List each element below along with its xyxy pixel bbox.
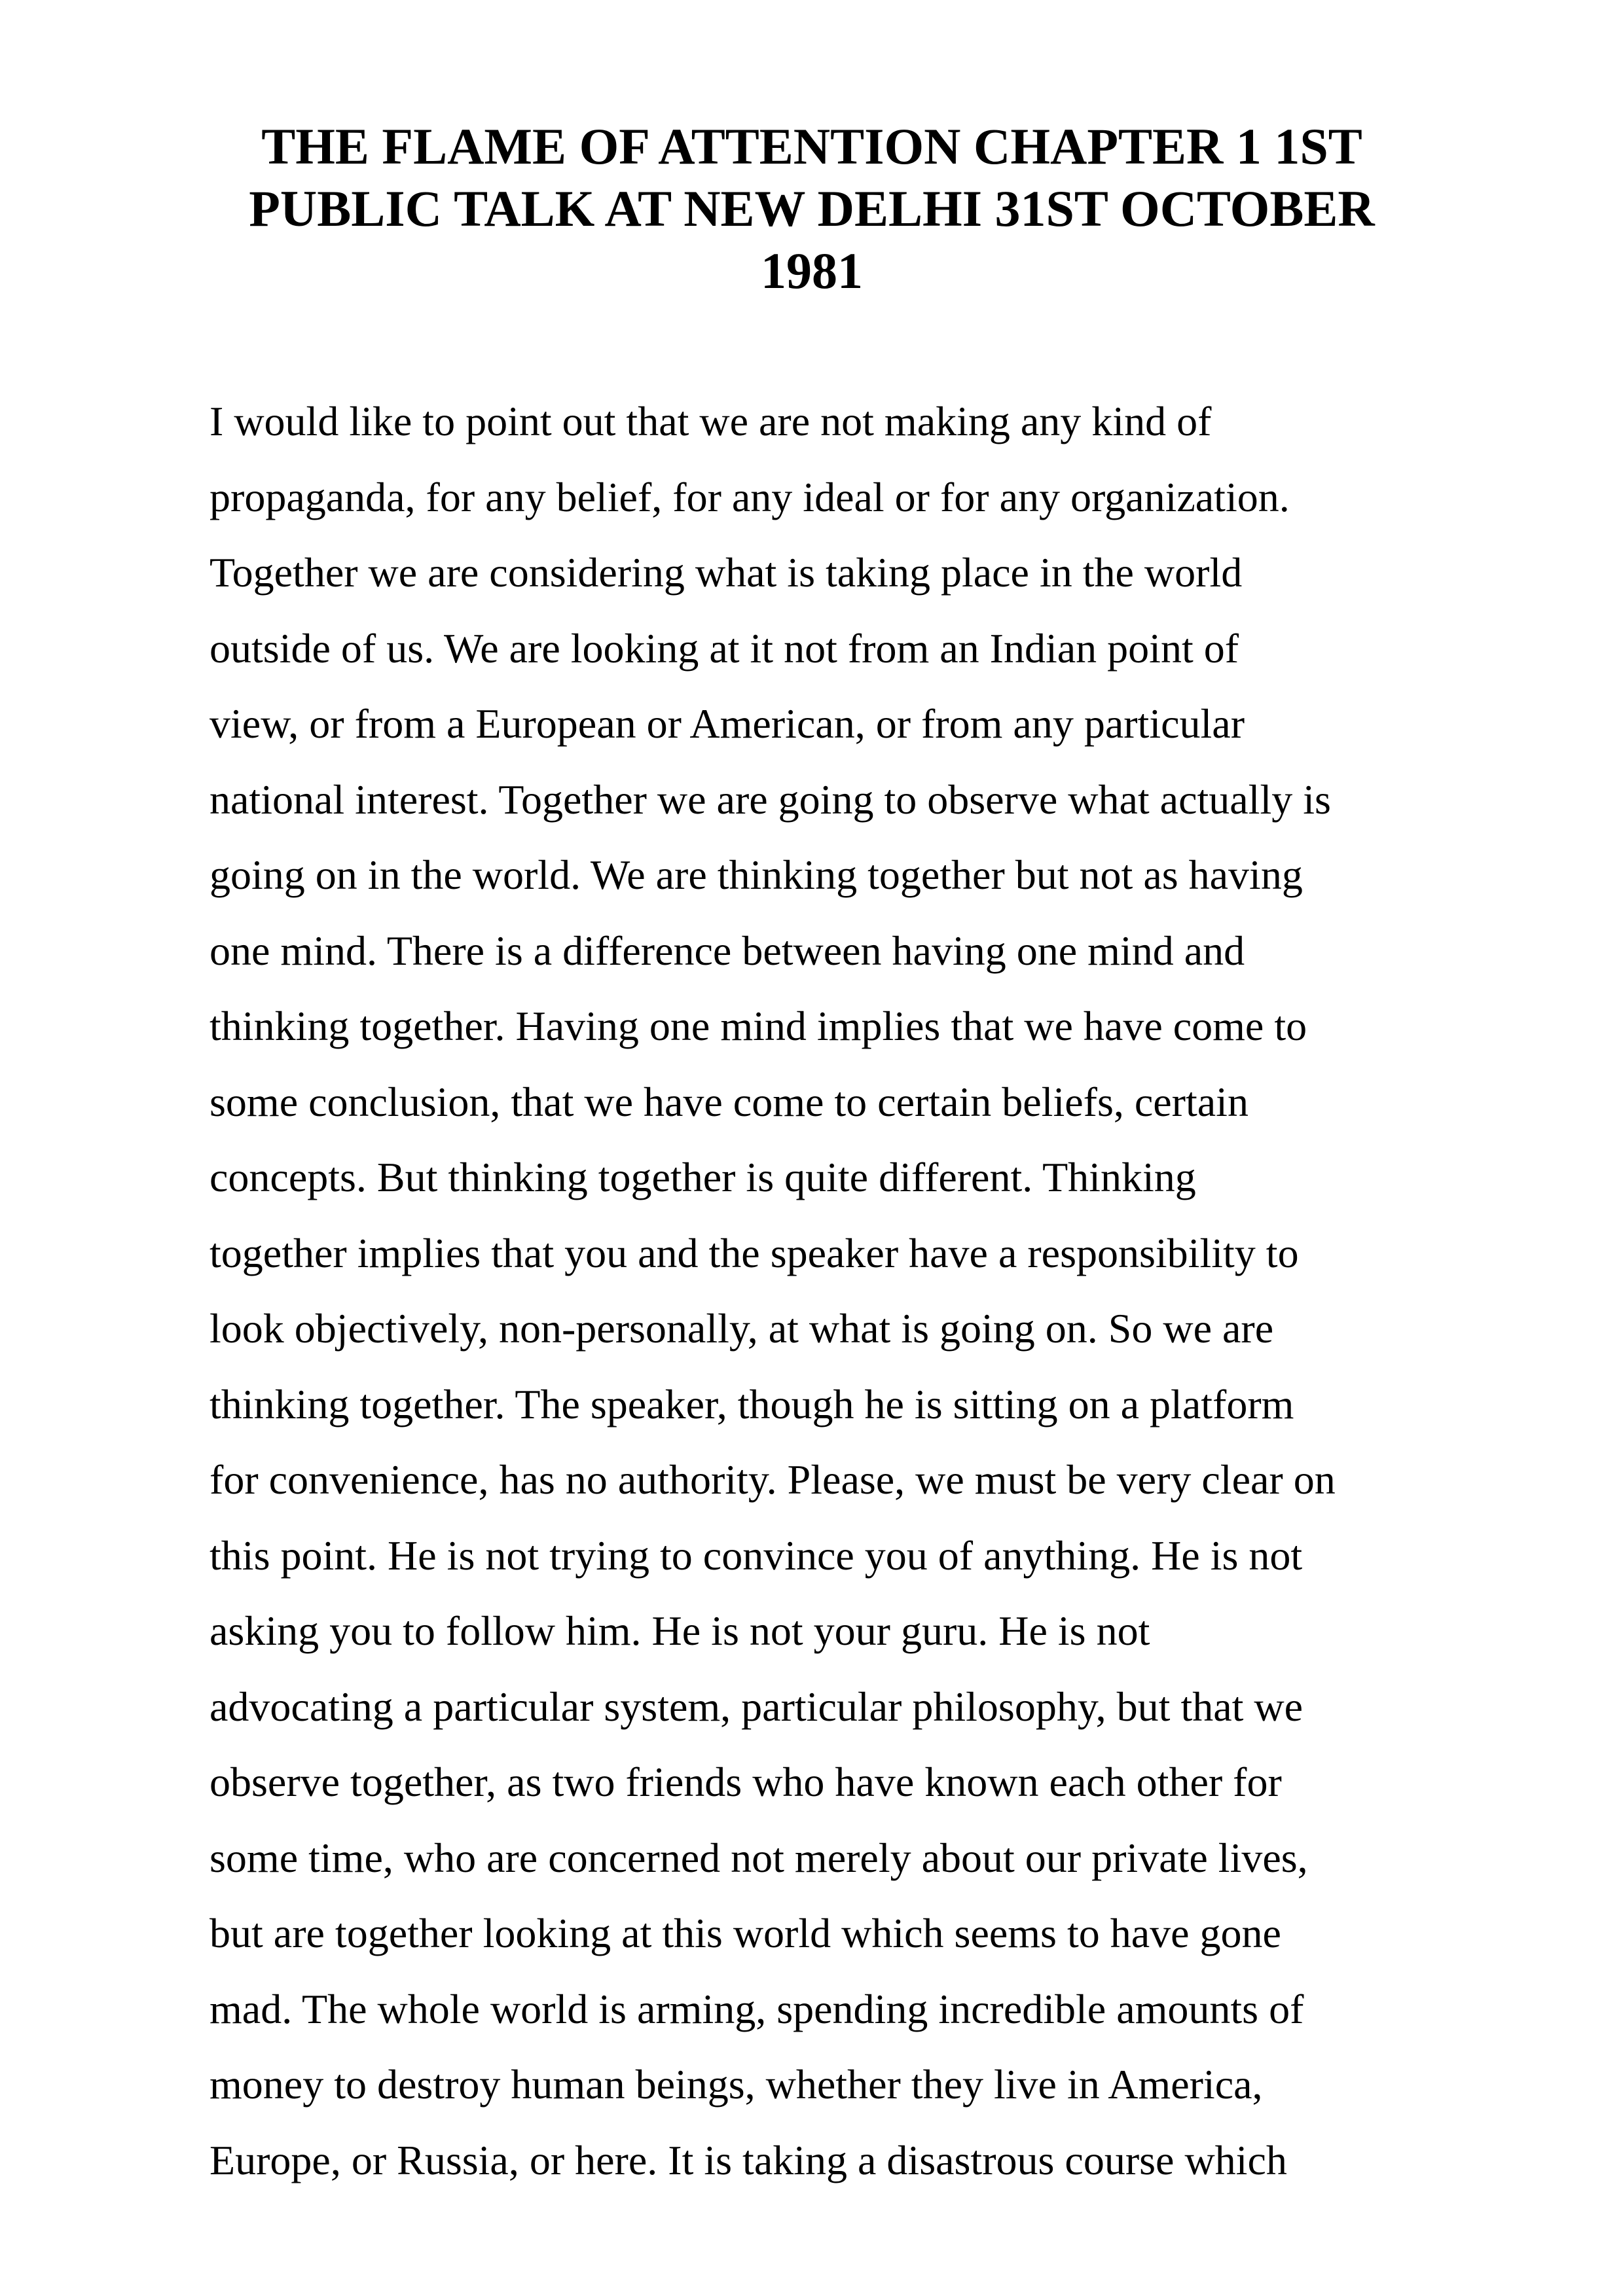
body-line: look objectively, non-personally, at what is going on. So we are [210,1305,1274,1352]
body-line: this point. He is not trying to convince you of anything. He is not [210,1532,1303,1579]
body-line: for convenience, has no authority. Please, we must be very clear on [210,1456,1336,1503]
body-line: advocating a particular system, particular philosophy, but that we [210,1683,1304,1730]
body-line: together implies that you and the speaker have a responsibility to [210,1229,1299,1276]
body-line: Europe, or Russia, or here. It is taking a disastrous course which [210,2136,1287,2183]
document-title [196,115,1427,302]
body-line: outside of us. We are looking at it not from an Indian point of [210,624,1239,672]
body-line: asking you to follow him. He is not your guru. He is not [210,1607,1150,1654]
body-line: but are together looking at this world which seems to have gone [210,1910,1281,1956]
body-line: Together we are considering what is taking place in the world [210,549,1243,596]
body-line: thinking together. The speaker, though he is sitting on a platform [210,1380,1294,1427]
body-line: I would like to point out that we are not making any kind of [210,398,1212,444]
body-line: one mind. There is a difference between having one mind and [210,927,1245,974]
body-paragraph [210,384,1440,2198]
body-line: going on in the world. We are thinking together but not as having [210,852,1303,898]
body-line: thinking together. Having one mind implies that we have come to [210,1003,1307,1049]
body-line: concepts. But thinking together is quite different. Thinking [210,1154,1196,1200]
body-line: observe together, as two friends who have known each other for [210,1759,1282,1805]
body-line: some time, who are concerned not merely about our private lives, [210,1834,1308,1881]
body-line: some conclusion, that we have come to certain beliefs, certain [210,1078,1249,1125]
body-line: national interest. Together we are going to observe what actually is [210,776,1331,823]
body-line: money to destroy human beings, whether they live in America, [210,2061,1263,2108]
title-line-3: 1981 [761,242,863,299]
body-line: view, or from a European or American, or from any particular [210,700,1245,747]
title-line-2: PUBLIC TALK AT NEW DELHI 31ST OCTOBER [249,180,1375,237]
body-line: propaganda, for any belief, for any ideal or for any organization. [210,473,1290,520]
title-line-1: THE FLAME OF ATTENTION CHAPTER 1 1ST [261,118,1362,175]
body-line: mad. The whole world is arming, spending incredible amounts of [210,1985,1304,2032]
